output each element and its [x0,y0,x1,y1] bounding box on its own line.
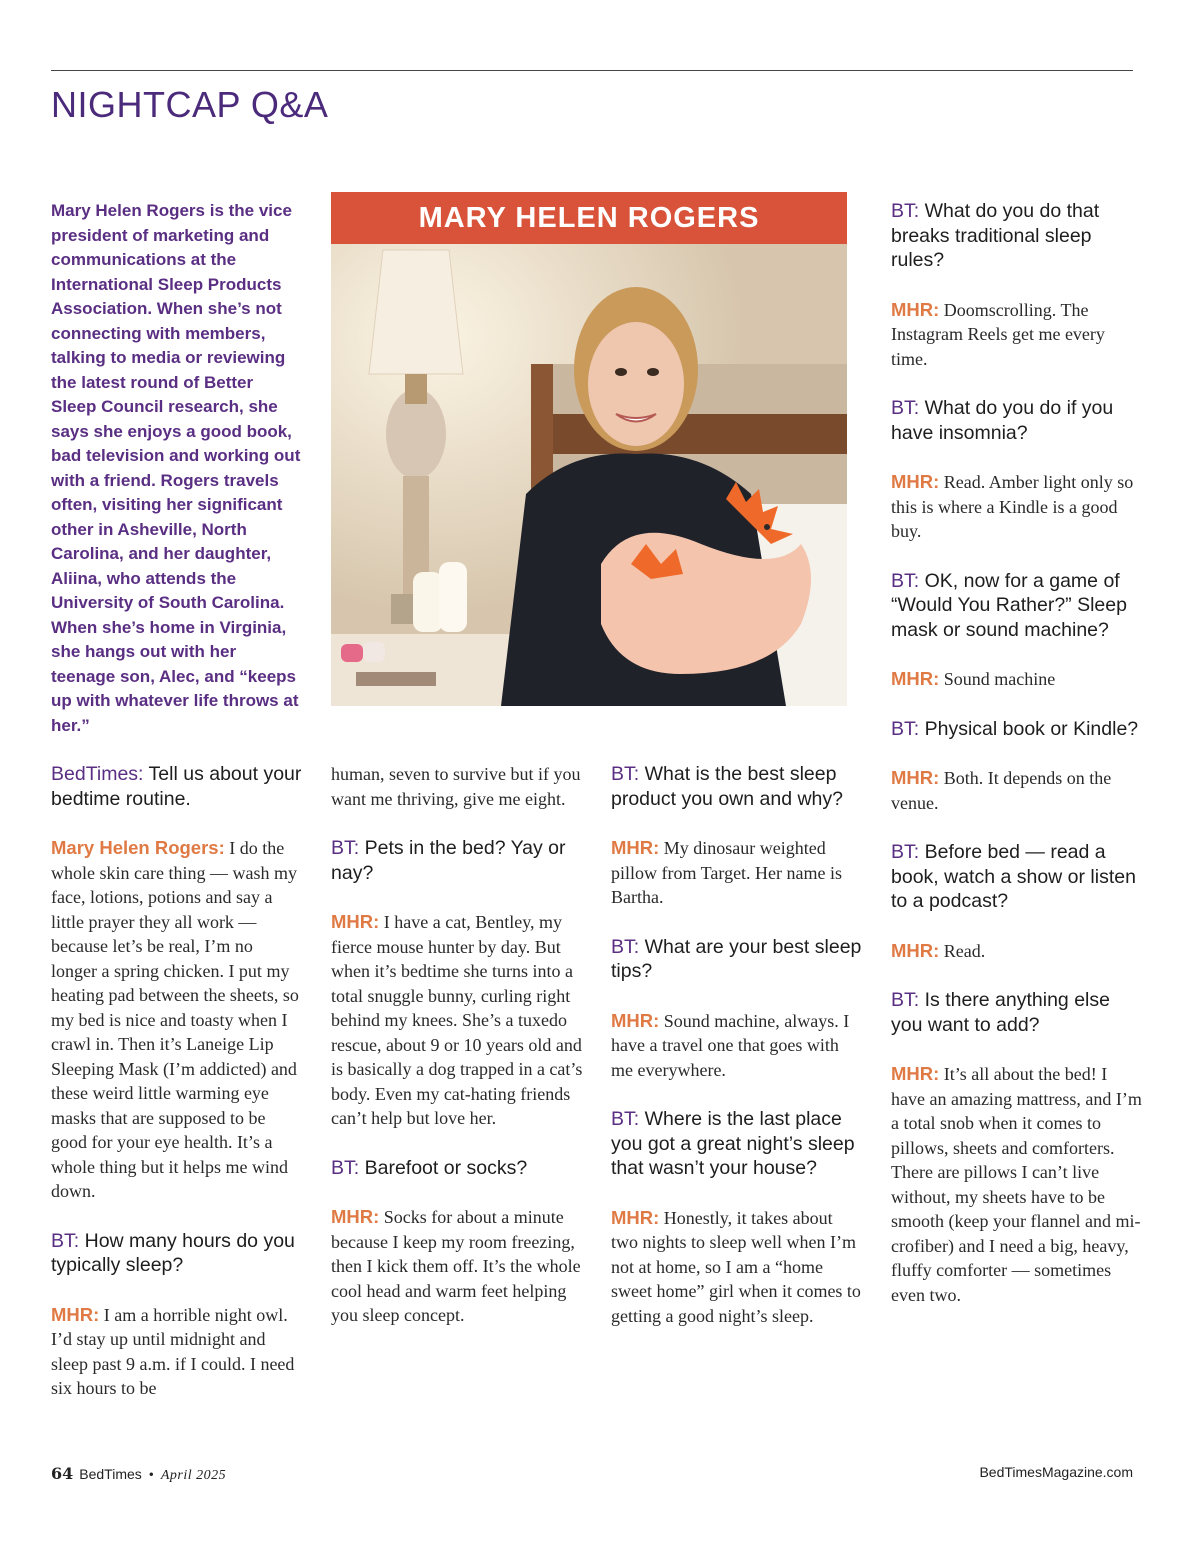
footer-separator: • [147,1468,155,1482]
question-before-bed [891,840,1143,914]
answer-label: MHR: [611,1206,660,1228]
question-would-you-rather [891,569,1143,643]
question-best-product [611,762,863,811]
magazine-name: BedTimes [79,1466,142,1482]
question-text: Tell us about your bedtime routine. [51,763,302,810]
page-number: 64 [51,1464,74,1483]
question-text: Pets in the bed? Yay or nay? [331,837,566,884]
question-label: BT: [611,763,640,785]
question-text: What do you do that breaks traditional sleep rules? [891,200,1100,271]
question-socks [331,1156,583,1181]
photo-block [331,192,847,706]
question-text: OK, now for a game of “Would You Rather?” Sleep mask or sound machine? [891,569,1127,641]
question-text: How many hours do you typically sleep? [51,1229,295,1276]
answer-sleep-tips [611,1009,863,1083]
answer-label: MHR: [891,939,940,961]
question-label: BT: [611,935,640,958]
answer-socks [331,1205,583,1328]
question-insomnia [891,396,1143,445]
question-label: BT: [331,837,360,859]
answer-text: My dinosaur weighted pillow from Target. Her name is Bartha. [611,838,843,907]
question-text: Before bed — read a book, watch a show or listen to a podcast? [891,841,1136,912]
question-text: What is the best sleep product you own and why? [611,763,843,810]
answer-text: Honestly, it takes about two nights to sleep well when I’m not at home, so I am a “home sweet home” girl when it comes to getting a good night’s sleep. [611,1207,861,1326]
answer-last-place [611,1206,863,1329]
bio-text: Mary Helen Rogers is the vice president of marketing and communications at the International Sleep Products Association. When she’s not connecting with members, talking to media or reviewing the latest round of Better Sleep Council research, she says she enjoys a good book, bad television and working out with a friend. Rogers travels often, visiting her significant other in Asheville, North Carolina, and her daughter, Aliina, who attends the University of South Carolina. When she’s home in Virginia, she hangs out with her teenage son, Alec, and “keeps up with whatever life throws at her.” [51,201,301,735]
question-hours [51,1229,303,1278]
banner-name: MARY HELEN ROGERS [418,201,760,234]
question-text: What are your best sleep tips? [611,935,862,982]
question-label: BT: [611,1108,640,1130]
answer-text: Doomscrolling. The Instagram Reels get me every time. [891,299,1105,369]
question-label: BT: [891,717,920,740]
answer-label: MHR: [891,767,940,788]
answer-anything-else [891,1062,1143,1307]
answer-text: Read. [939,940,986,961]
website-link[interactable]: BedTimesMagazine.com [979,1464,1133,1480]
answer-label: MHR: [891,298,940,320]
answer-before-bed [891,939,1143,964]
answer-label: MHR: [331,1206,380,1227]
question-text: What do you do if you have insomnia? [891,397,1114,444]
answer-label: Mary Helen Rogers: [51,837,225,858]
question-last-place [611,1107,863,1181]
question-label: BT: [891,841,920,863]
header-rule [51,70,1133,71]
question-label: BT: [51,1229,80,1252]
answer-text: I am a horrible night owl. I’d stay up until midnight and sleep past 9 a.m. if I could. I need six hours to be [51,1304,295,1398]
answer-label: MHR: [331,911,380,932]
answer-text: Sound machine, always. I have a travel one that goes with me everywhere. [611,1010,850,1080]
answer-routine [51,836,303,1204]
question-routine [51,762,303,811]
question-book-or-kindle [891,717,1143,742]
column-2 [331,762,583,1353]
answer-pets [331,910,583,1131]
answer-label: MHR: [891,668,940,689]
portrait-photo [331,244,847,706]
question-anything-else [891,988,1143,1037]
answer-book-or-kindle [891,766,1143,815]
answer-text: Socks for about a minute because I keep my room freezing, then I kick them off. It’s the whole cool head and warm feet helping you sleep concept. [331,1207,581,1325]
answer-label: MHR: [611,837,660,858]
question-text: Physical book or Kindle? [919,717,1139,740]
answer-text: Sound machine [939,669,1056,689]
question-text: Where is the last place you got a great night’s sleep that wasn’t your house? [611,1108,855,1179]
question-label: BT: [891,200,920,222]
answer-label: MHR: [891,471,940,492]
question-label: BedTimes: [51,763,144,785]
answer-would-you-rather [891,667,1143,692]
answer-text: It’s all about the bed! I have an amazing mattress, and I’m a total snob when it comes to pillows, sheets and comforters. There are pillows I can’t live without, my sheets have to be smooth (keep your flannel and microfiber) and I need a big, heavy, fluffy comforter — sometimes even two. [891,1064,1142,1305]
answer-break-rules [891,298,1143,372]
question-pets [331,836,583,885]
column-1 [51,762,303,1426]
question-break-rules [891,199,1143,273]
answer-text: I have a cat, Bentley, my fierce mouse hunter by day. But when it’s bedtime she turns into a total snuggle bunny, curling right behind my knees. She’s a tuxedo rescue, about 9 or 10 years old and is basically a dog trapped in a cat’s body. Even my cat-hating friends can’t help but love her. [331,912,583,1128]
answer-text: Read. Amber light only so this is where a Kindle is a good buy. [891,472,1134,541]
section-title: NIGHTCAP Q&A [51,84,329,125]
column-3 [611,762,863,1353]
question-sleep-tips [611,935,863,984]
answer-best-product [611,836,863,910]
answer-text: I do the whole skin care thing — wash my face, lotions, potions and say a little prayer they all work — because let’s be real, I’m no longer a spring chicken. I put my heating pad between the sheets, so my bed is nice and toasty when I crawl in. Then it’s Laneige Lip Sleeping Mask (I’m addicted) and these weird little warming eye masks that are supposed to be good for your eye health. It’s a whole thing but it helps me wind down. [51,838,299,1201]
question-text: Is there anything else you want to add? [891,989,1110,1036]
question-label: BT: [891,397,920,419]
question-label: BT: [891,989,920,1011]
column-4 [891,199,1143,1332]
question-label: BT: [331,1156,360,1179]
answer-insomnia [891,470,1143,544]
answer-label: MHR: [611,1009,660,1031]
question-text: Barefoot or socks? [359,1156,528,1179]
question-label: BT: [891,569,920,592]
footer-left [51,1464,226,1484]
answer-hours-continued: human, seven to survive but if you want me thriving, give me eight. [331,764,581,809]
issue-date: April 2025 [160,1468,227,1483]
answer-label: MHR: [51,1303,100,1325]
answer-text: Both. It depends on the venue. [891,768,1112,813]
answer-hours [51,1303,303,1401]
answer-label: MHR: [891,1063,940,1084]
name-banner [331,192,847,244]
